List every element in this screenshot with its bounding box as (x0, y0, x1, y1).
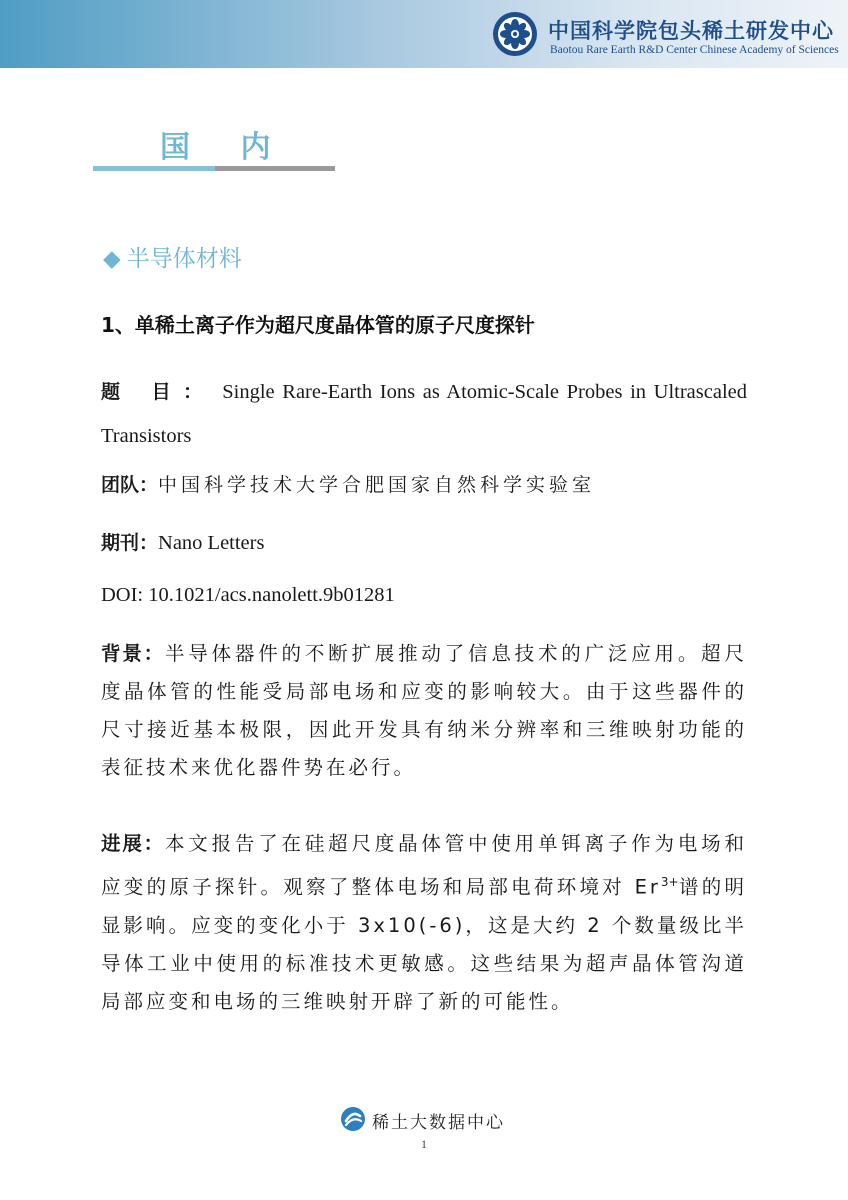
progress-text-part1: 本文报告了在硅超尺度晶体管中使用单铒离子作为电场和应变的原子探针。观察了整体电场和局部电荷环境对 Er (101, 832, 747, 899)
title-label: 题 目： (101, 381, 215, 403)
background-paragraph (101, 635, 747, 787)
diamond-bullet-icon: ◆ (103, 246, 121, 272)
header-banner (0, 0, 848, 68)
background-label: 背景： (101, 642, 165, 665)
page-number: 1 (421, 1137, 427, 1151)
progress-text-part2: 谱的明显影响。应变的变化小于 3x10(-6)，这是大约 2 个数量级比半导体工业中使用的标准技术更敏感。这些结果为超声晶体管沟道局部应变和电场的三维映射开辟了新的可能性。 (101, 875, 747, 1013)
background-text: 半导体器件的不断扩展推动了信息技术的广泛应用。超尺度晶体管的性能受局部电场和应变的影响较大。由于这些器件的尺寸接近基本极限，因此开发具有纳米分辨率和三维映射功能的表征技术来优化器件势在必行。 (101, 642, 747, 779)
team-label: 团队： (101, 474, 159, 496)
team-value: 中国科学技术大学合肥国家自然科学实验室 (158, 474, 596, 496)
progress-paragraph (101, 825, 747, 1021)
journal-value: Nano Letters (158, 532, 265, 554)
journal-label: 期刊： (101, 532, 159, 554)
category-heading (103, 240, 242, 273)
footer-brand-name: 稀土大数据中心 (372, 1113, 505, 1133)
title-value: Single Rare-Earth Ions as Atomic-Scale Probes in Ultrascaled Transistors (101, 381, 747, 447)
team-field (101, 470, 747, 497)
section-title: 国 内 (160, 130, 291, 165)
article-heading: 1、单稀土离子作为超尺度晶体管的原子尺度探针 (101, 313, 535, 337)
rare-earth-data-logo-icon (340, 1106, 366, 1132)
doi-field: DOI: 10.1021/acs.nanolett.9b01281 (101, 584, 395, 606)
footer-brand (340, 1106, 520, 1132)
progress-label: 进展： (101, 832, 165, 855)
cas-flower-logo-icon (492, 11, 538, 57)
article-title-field (101, 370, 747, 458)
ion-charge-superscript: 3+ (660, 875, 679, 889)
org-name-cn: 中国科学院包头稀土研发中心 (548, 18, 834, 43)
section-title-underline (93, 166, 335, 171)
category-label: 半导体材料 (126, 246, 242, 272)
journal-field (101, 528, 747, 555)
org-name-en: Baotou Rare Earth R&D Center Chinese Academy of Sciences (550, 44, 839, 56)
